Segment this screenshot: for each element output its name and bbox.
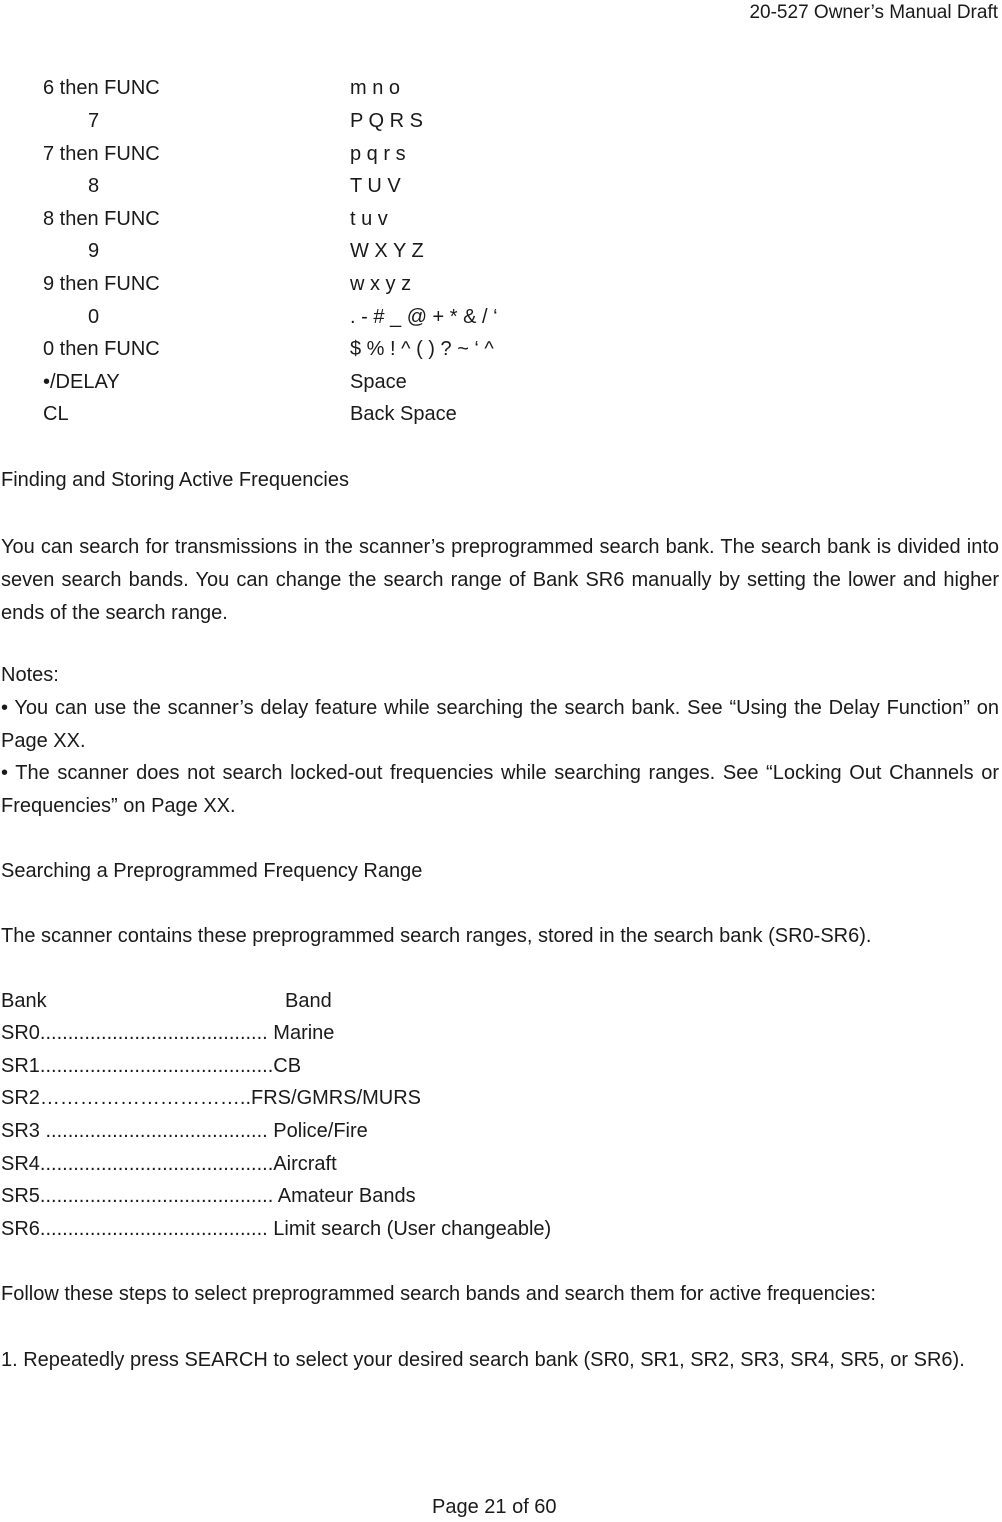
key-chars: W X Y Z bbox=[350, 240, 424, 262]
key-row bbox=[0, 175, 1002, 207]
key-label: 6 then FUNC bbox=[43, 77, 160, 99]
key-label: 8 bbox=[88, 175, 100, 197]
note-item: • You can use the scanner’s delay feature while searching the search bank. See “Using the Delay Function” on Page XX. bbox=[1, 697, 999, 752]
key-label: CL bbox=[43, 403, 69, 425]
band-row: SR5.......................................... Amateur Bands bbox=[1, 1185, 416, 1207]
column-header-bank: Bank bbox=[1, 990, 47, 1012]
key-label: •/DELAY bbox=[43, 371, 120, 393]
intro-paragraph: The scanner contains these preprogrammed search ranges, stored in the search bank (SR0-SR6). bbox=[1, 925, 872, 947]
key-label: 0 then FUNC bbox=[43, 338, 160, 360]
band-row: SR0......................................... Marine bbox=[1, 1022, 335, 1044]
key-chars: $ % ! ^ ( ) ? ~ ‘ ^ bbox=[350, 338, 494, 360]
key-label: 7 bbox=[88, 110, 100, 132]
step-item: 1. Repeatedly press SEARCH to select your desired search bank (SR0, SR1, SR2, SR3, SR4, SR5, or SR6). bbox=[1, 1349, 965, 1371]
band-row: SR3 ........................................ Police/Fire bbox=[1, 1120, 368, 1142]
band-row: SR2…………………………..FRS/GMRS/MURS bbox=[1, 1087, 422, 1109]
key-chars: m n o bbox=[350, 77, 401, 99]
key-chars: Space bbox=[350, 371, 407, 393]
key-row bbox=[0, 306, 1002, 338]
key-label: 0 bbox=[88, 306, 100, 328]
key-chars: t u v bbox=[350, 208, 388, 230]
key-chars: w x y z bbox=[350, 273, 412, 295]
notes-label: Notes: bbox=[1, 664, 59, 686]
band-row: SR6......................................... Limit search (User changeable) bbox=[1, 1218, 552, 1240]
intro-paragraph: You can search for transmissions in the scanner’s preprogrammed search bank. The search bank is divided into seven search bands. You can change the search range of Bank SR6 manually by setting the lower and higher ends of the search range. bbox=[1, 536, 999, 624]
key-chars: . - # _ @ + * & / ‘ bbox=[350, 306, 498, 328]
band-row: SR4..........................................Aircraft bbox=[1, 1153, 337, 1175]
section-heading: Finding and Storing Active Frequencies bbox=[1, 469, 349, 491]
key-row bbox=[0, 77, 1002, 109]
section-heading: Searching a Preprogrammed Frequency Range bbox=[1, 860, 423, 882]
key-row bbox=[0, 110, 1002, 142]
key-row bbox=[0, 371, 1002, 403]
page-number: Page 21 of 60 bbox=[432, 1496, 557, 1518]
key-label: 9 then FUNC bbox=[43, 273, 160, 295]
key-chars: Back Space bbox=[350, 403, 457, 425]
document-header: 20-527 Owner’s Manual Draft bbox=[749, 2, 998, 23]
key-row bbox=[0, 240, 1002, 272]
key-row bbox=[0, 338, 1002, 370]
key-chars: p q r s bbox=[350, 143, 406, 165]
key-chars: P Q R S bbox=[350, 110, 423, 132]
key-row bbox=[0, 403, 1002, 435]
key-row bbox=[0, 208, 1002, 240]
column-header-band: Band bbox=[285, 990, 332, 1012]
key-row bbox=[0, 273, 1002, 305]
note-item: • The scanner does not search locked-out frequencies while searching ranges. See “Locking Out Channels or Frequencies” on Page XX. bbox=[1, 762, 999, 817]
key-label: 9 bbox=[88, 240, 100, 262]
steps-intro: Follow these steps to select preprogrammed search bands and search them for active frequencies: bbox=[1, 1283, 876, 1305]
key-label: 8 then FUNC bbox=[43, 208, 160, 230]
band-row: SR1..........................................CB bbox=[1, 1055, 302, 1077]
key-row bbox=[0, 143, 1002, 175]
key-chars: T U V bbox=[350, 175, 401, 197]
key-label: 7 then FUNC bbox=[43, 143, 160, 165]
